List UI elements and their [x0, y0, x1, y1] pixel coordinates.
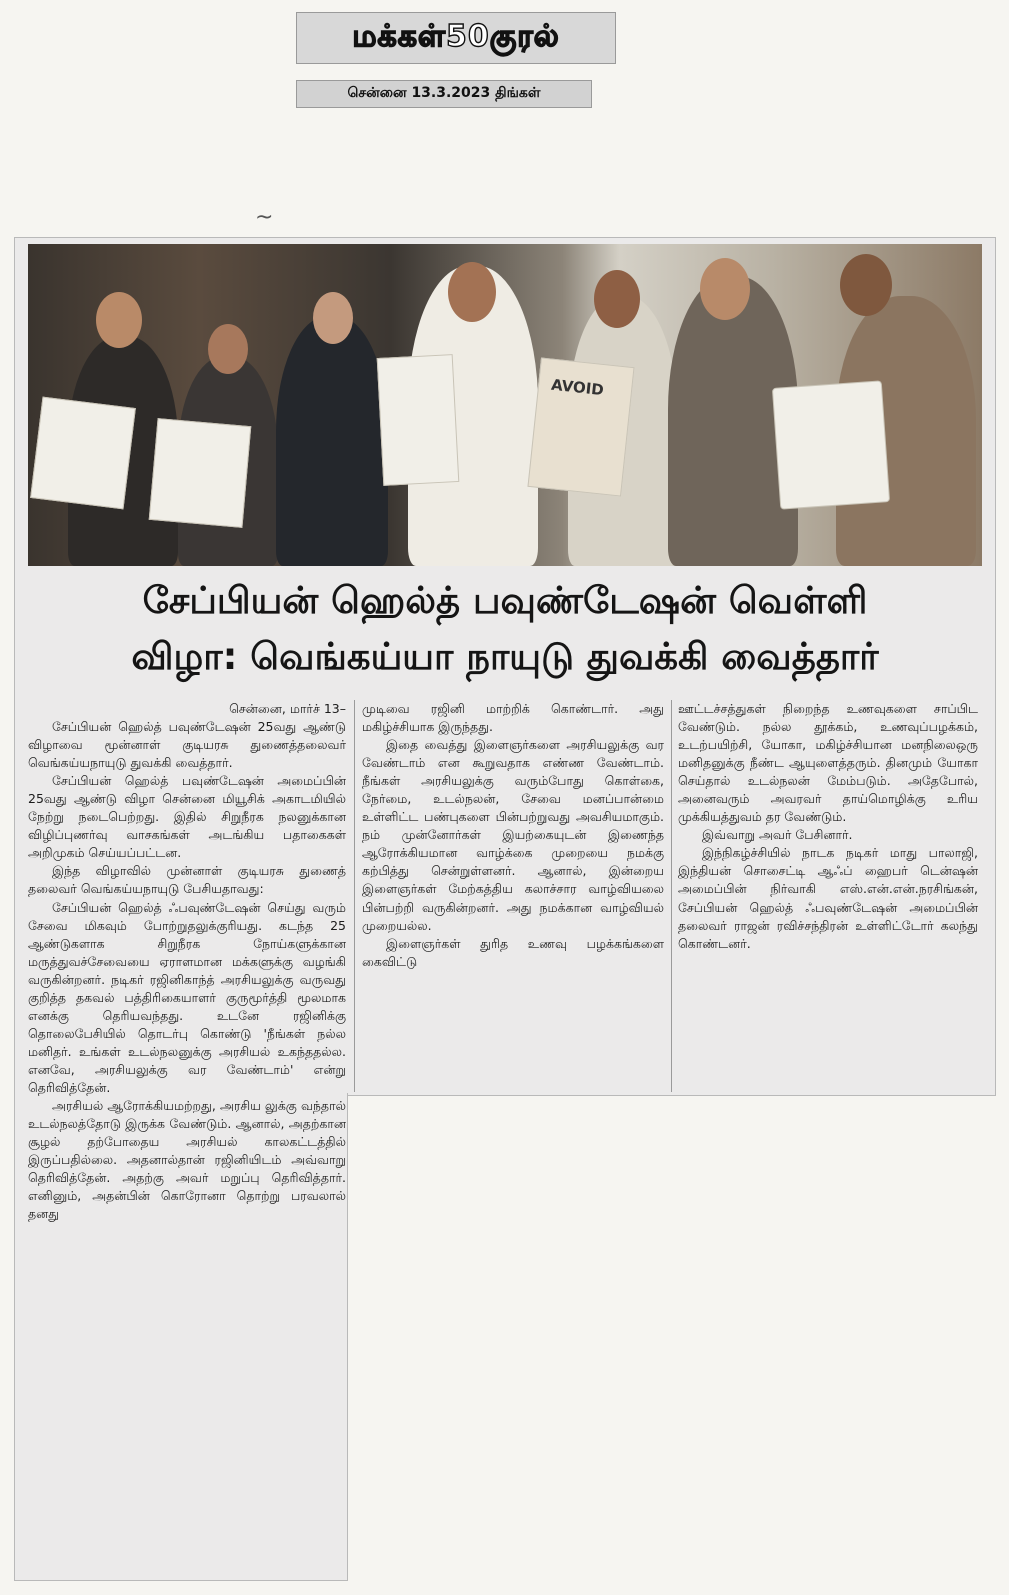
- paragraph: சேப்பியன் ஹெல்த் பவுண்டேஷன் 25வது ஆண்டு விழாவை மூன்னாள் குடியரசு துணைத்தலைவர் வெங்கய்யநாயுடு துவக்கி வைத்தார்.: [28, 719, 346, 771]
- poster-7: [772, 380, 890, 509]
- column-divider: [671, 700, 672, 1092]
- paragraph: இந்நிகழ்ச்சியில் நாடக நடிகர் மாது பாலாஜி, இந்தியன் சொசைட்டி ஆஃப் ஹைபர் டென்ஷன் அமைப்பின் நிர்வாகி எஸ்.என்.என்.நரசிங்கன், சேப்பியன் ஹெல்த் ஃபவுண்டேஷன் அமைப்பின் தலைவர் ராஜன் ரவிச்சந்திரன் உள்ளிட்டோர் கலந்து கொண்டனர்.: [678, 845, 978, 951]
- paragraph: சேப்பியன் ஹெல்த் ஃபவுண்டேஷன் செய்து வரும் சேவை மிகவும் போற்றுதலுக்குரியது. கடந்த 25 ஆண்டுகளாக சிறுநீரக நோய்களுக்கான மருத்துவச்சேவையை ஏராளமான மக்களுக்கு வழங்கி வருகின்றனர். நடிகர் ரஜினிகாந்த் அரசியலுக்கு வருவது குறித்த தகவல் பத்திரிகையாளர் குருமூர்த்தி மூலமாக எனக்கு தெரியவந்தது. உடனே ரஜினிக்கு தொலைபேசியில் தொடர்பு கொண்டு 'நீங்கள் நல்ல மனிதர். உங்கள் உடல்நலனுக்கு அரசியல் உகந்ததல்ல. எனவே, அரசியலுக்கு வர வேண்டாம்' என்று தெரிவித்தேன்.: [28, 899, 346, 1095]
- person-6-head: [700, 258, 750, 320]
- article-byline: சென்னை, மார்ச் 13–: [229, 701, 346, 716]
- headline-line-2: விழா: வெங்கய்யா நாயுடு துவக்கி வைத்தார்: [131, 635, 879, 678]
- poster-2: [149, 418, 252, 528]
- person-4-head: [448, 262, 496, 322]
- paragraph: ஊட்டச்சத்துகள் நிறைந்த உணவுகளை சாப்பிட வேண்டும். நல்ல தூக்கம், உணவுப்பழக்கம், உடற்பயிற்சி, யோகா, மகிழ்ச்சியான மனநிலைஒரு மனிதனுக்கு நீண்ட ஆயுளைத்தரும். தினமும் யோகா செய்தால் உடல்நலன் மேம்படும். அதேபோல், அனைவரும் அவரவர் தாய்மொழிக்கு உரிய முக்கியத்துவம் தர வேண்டும்.: [678, 701, 978, 825]
- person-3-head: [313, 292, 353, 344]
- poster-avoid: [527, 357, 634, 496]
- paragraph: அரசியல் ஆரோக்கியமற்றது, அரசிய லுக்கு வந்தால் உடல்நலத்தோடு இருக்க வேண்டும். ஆனால், அதற்கான சூழல் தற்போதைய அரசியல் காலகட்டத்தில் இருப்பதில்லை. அதனால்தான் ரஜினியிடம் அவ்வாறு தெரிவித்தேன். அதற்கு அவர் மறுப்பு தெரிவித்தார். எனினும், அதன்பின் கொரோனா தொற்று பரவலால் தனது: [28, 1098, 346, 1222]
- person-5-head: [594, 270, 640, 328]
- newspaper-masthead: மக்கள்50குரல்: [296, 12, 616, 64]
- person-2-head: [208, 324, 248, 374]
- scan-mark: ~: [255, 205, 274, 230]
- column-divider: [354, 700, 355, 1092]
- poster-1: [30, 397, 136, 510]
- person-7-head: [840, 254, 892, 316]
- article-column-2: [362, 700, 664, 971]
- person-1-head: [96, 292, 142, 348]
- poster-avoid-label: AVOID: [550, 375, 605, 400]
- article-headline: [40, 573, 970, 685]
- person-3: [276, 316, 388, 566]
- article-column-1: [28, 700, 346, 1223]
- paragraph: இதை வைத்து இளைஞர்களை அரசியலுக்கு வர வேண்டாம் என கூறுவதாக எண்ண வேண்டாம். நீங்கள் அரசியலுக்கு வரும்போது கொள்கை, நேர்மை, உடல்நலன், சேவை மனப்பான்மை உள்ளிட்ட பண்புகளை பின்பற்றுவது அவசியமாகும். நம் முன்னோர்கள் இயற்கையுடன் இணைந்த ஆரோக்கியமான வாழ்க்கை முறையை நமக்கு கற்பித்து சென்றுள்ளனர். ஆனால், இன்றைய இளைஞர்கள் மேற்கத்திய கலாச்சார வாழ்வியலை பின்பற்றி வருகின்றனர். அது நமக்கான வாழ்வியல் முறையல்ல.: [362, 737, 664, 933]
- paragraph: இந்த விழாவில் முன்னாள் குடியரசு துணைத் தலைவர் வெங்கய்யநாயுடு பேசியதாவது:: [28, 863, 346, 897]
- article-column-3: [678, 700, 978, 953]
- paragraph: இளைஞர்கள் துரித உணவு பழக்கங்களை கைவிட்டு: [362, 935, 664, 969]
- paragraph: சேப்பியன் ஹெல்த் பவுண்டேஷன் அமைப்பின் 25வது ஆண்டு விழா சென்னை மியூசிக் அகாடமியில் நேற்று நடைபெற்றது. இதில் சிறுநீரக நலனுக்கான விழிப்புணர்வு வாசகங்கள் அடங்கிய பதாகைகள் அறிமுகம் செய்யப்பட்டன.: [28, 773, 346, 861]
- paragraph: முடிவை ரஜினி மாற்றிக் கொண்டார். அது மகிழ்ச்சியாக இருந்தது.: [362, 701, 664, 735]
- poster-3: [377, 354, 460, 486]
- event-photo: [28, 244, 982, 566]
- headline-line-1: சேப்பியன் ஹெல்த் பவுண்டேஷன் வெள்ளி: [142, 579, 868, 622]
- paragraph: இவ்வாறு அவர் பேசினார்.: [702, 827, 853, 843]
- dateline: சென்னை 13.3.2023 திங்கள்: [296, 80, 592, 108]
